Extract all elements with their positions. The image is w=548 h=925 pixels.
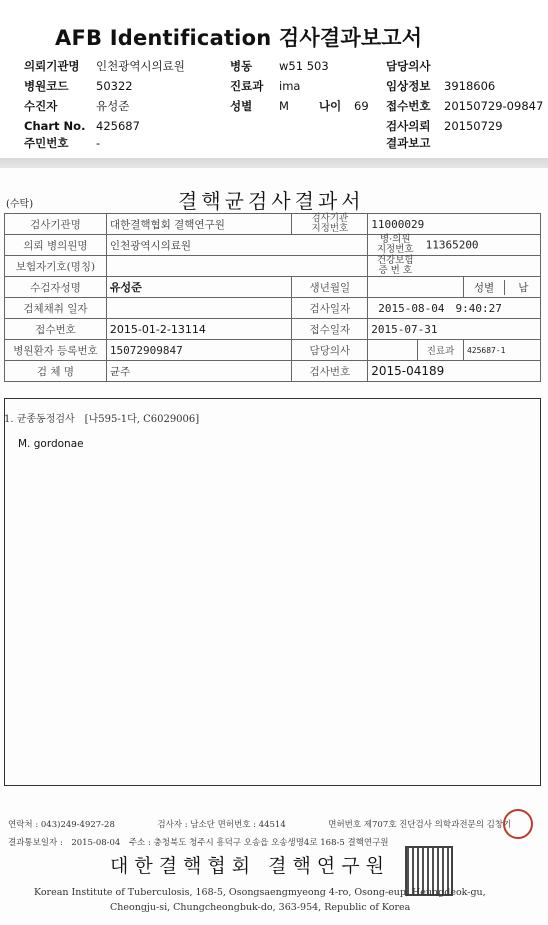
- header-info: [24, 59, 544, 159]
- value-age: 69: [354, 99, 369, 113]
- cell-value: 425687-1: [463, 340, 540, 361]
- cell-label: 보험자기호(명칭): [5, 256, 107, 277]
- cell-label: [292, 214, 368, 235]
- cell-label: [368, 235, 422, 255]
- label-hospital-code: 병원코드: [24, 79, 69, 93]
- cell-group: [368, 256, 541, 277]
- cell-value: 2015-04189: [368, 361, 541, 382]
- label-doctor: 담당의사: [386, 59, 431, 73]
- english-address-line2: Cheongju-si, Chungcheongbuk-do, 363-954, Republic of Korea: [110, 902, 411, 913]
- table-row: [5, 340, 541, 361]
- label-department: 진료과: [230, 79, 264, 93]
- label-patient: 수진자: [24, 99, 58, 113]
- footer-contact: 연락처 : 043)249-4927-28 검사자 : 남소단 면허번호 : 44514 면허번호 제707호 진단검사 의학과전문의 김창기: [8, 820, 512, 830]
- info-table: [4, 213, 541, 382]
- cell-label: [368, 256, 422, 276]
- cell-value: [106, 256, 367, 277]
- label-line: 검사기관: [311, 213, 349, 224]
- organism-result: M. gordonae: [18, 438, 84, 450]
- page-title: AFB Identification 검사결과보고서: [55, 26, 423, 50]
- label-age: 나이: [319, 99, 342, 113]
- cell-value: 대한결핵협회 결핵연구원: [106, 214, 292, 235]
- label-ward: 병동: [230, 59, 253, 73]
- cell-label: 수검자성명: [5, 277, 107, 298]
- value-sex: M: [279, 99, 289, 113]
- value-patient: 유성준: [96, 99, 130, 113]
- label-sex: 성별: [230, 99, 253, 113]
- cell-label: 담당의사: [292, 340, 368, 361]
- label-resident-no: 주민번호: [24, 136, 69, 150]
- label-clinical-info: 임상정보: [386, 79, 431, 93]
- cell-value: 2015-07-31: [368, 319, 541, 340]
- value-ward: w51 503: [279, 59, 329, 73]
- cell-value: 인천광역시의료원: [106, 235, 367, 256]
- label-line: 병·의원: [379, 234, 411, 245]
- cell-value: 2015-08-04 9:40:27: [368, 298, 541, 319]
- footer-address: 결과통보일자 : 2015-08-04 주소 : 충청북도 청주시 흥덕구 오송읍 오송생명4로 168-5 결핵연구원: [8, 838, 389, 848]
- cell-value: [368, 340, 418, 361]
- cell-value: 균주: [106, 361, 292, 382]
- table-row: [5, 319, 541, 340]
- document-title: 결핵균검사결과서: [178, 189, 365, 213]
- label-requester: 의뢰기관명: [24, 59, 80, 73]
- table-row: [5, 361, 541, 382]
- value-department: ima: [279, 79, 301, 93]
- value-accession: 20150729-09847: [444, 99, 544, 113]
- cell-label: 성별: [464, 280, 505, 295]
- cell-label: 검 체 명: [5, 361, 107, 382]
- cell-value: 남: [518, 281, 529, 294]
- label-line: 지정번호: [376, 244, 414, 255]
- value-chart-no: 425687: [96, 119, 140, 133]
- cell-label: 검사번호: [292, 361, 368, 382]
- label-report: 결과보고: [386, 136, 431, 150]
- cell-label: 검사일자: [292, 298, 368, 319]
- label-accession: 접수번호: [386, 99, 431, 113]
- label-line: 지정번호: [311, 223, 349, 234]
- label-line: 증 번 호: [378, 265, 413, 276]
- cell-value: 유성준: [106, 277, 292, 298]
- value-clinical-info: 3918606: [444, 79, 496, 93]
- value-hospital-code: 50322: [96, 79, 133, 93]
- cell-label: 생년월일: [292, 277, 368, 298]
- cell-group: [463, 277, 540, 298]
- table-row: [5, 214, 541, 235]
- test-line: 1. 균종동정검사 [나595-1다, C6029006]: [4, 414, 200, 425]
- table-row: [5, 256, 541, 277]
- label-chart-no: Chart No.: [24, 119, 86, 133]
- english-address-line1: Korean Institute of Tuberculosis, 168-5, Osongsaengmyeong 4-ro, Osong-eup, Heungdeok-gu,: [34, 887, 486, 898]
- table-row: [5, 298, 541, 319]
- round-seal-icon: [503, 809, 533, 839]
- cell-value: 2015-01-2-13114: [106, 319, 292, 340]
- cell-label: 병원환자 등록번호: [5, 340, 107, 361]
- value-requester: 인천광역시의료원: [96, 59, 185, 73]
- cell-value: 15072909847: [106, 340, 292, 361]
- value-resident-no: -: [96, 136, 101, 150]
- cell-value: 11000029: [368, 214, 541, 235]
- cell-value: 11365200: [425, 238, 479, 252]
- cell-label: 검사기관명: [5, 214, 107, 235]
- cell-group: [368, 235, 541, 256]
- cell-label: 접수번호: [5, 319, 107, 340]
- label-request-date: 검사의뢰: [386, 119, 431, 133]
- table-row: [5, 235, 541, 256]
- institution-name: 대한결핵협회 결핵연구원: [110, 855, 390, 877]
- cell-label: 검체채취 일자: [5, 298, 107, 319]
- cell-label: 접수일자: [292, 319, 368, 340]
- entrusted-label: (수탁): [6, 199, 34, 210]
- cell-value: [106, 298, 292, 319]
- value-request-date: 20150729: [444, 119, 503, 133]
- label-line: 건강보험: [376, 255, 414, 266]
- result-box: [4, 398, 541, 786]
- cell-label: 의뢰 병의원명: [5, 235, 107, 256]
- cell-value: [368, 277, 464, 298]
- cell-label: 진료과: [418, 340, 464, 361]
- table-row: [5, 277, 541, 298]
